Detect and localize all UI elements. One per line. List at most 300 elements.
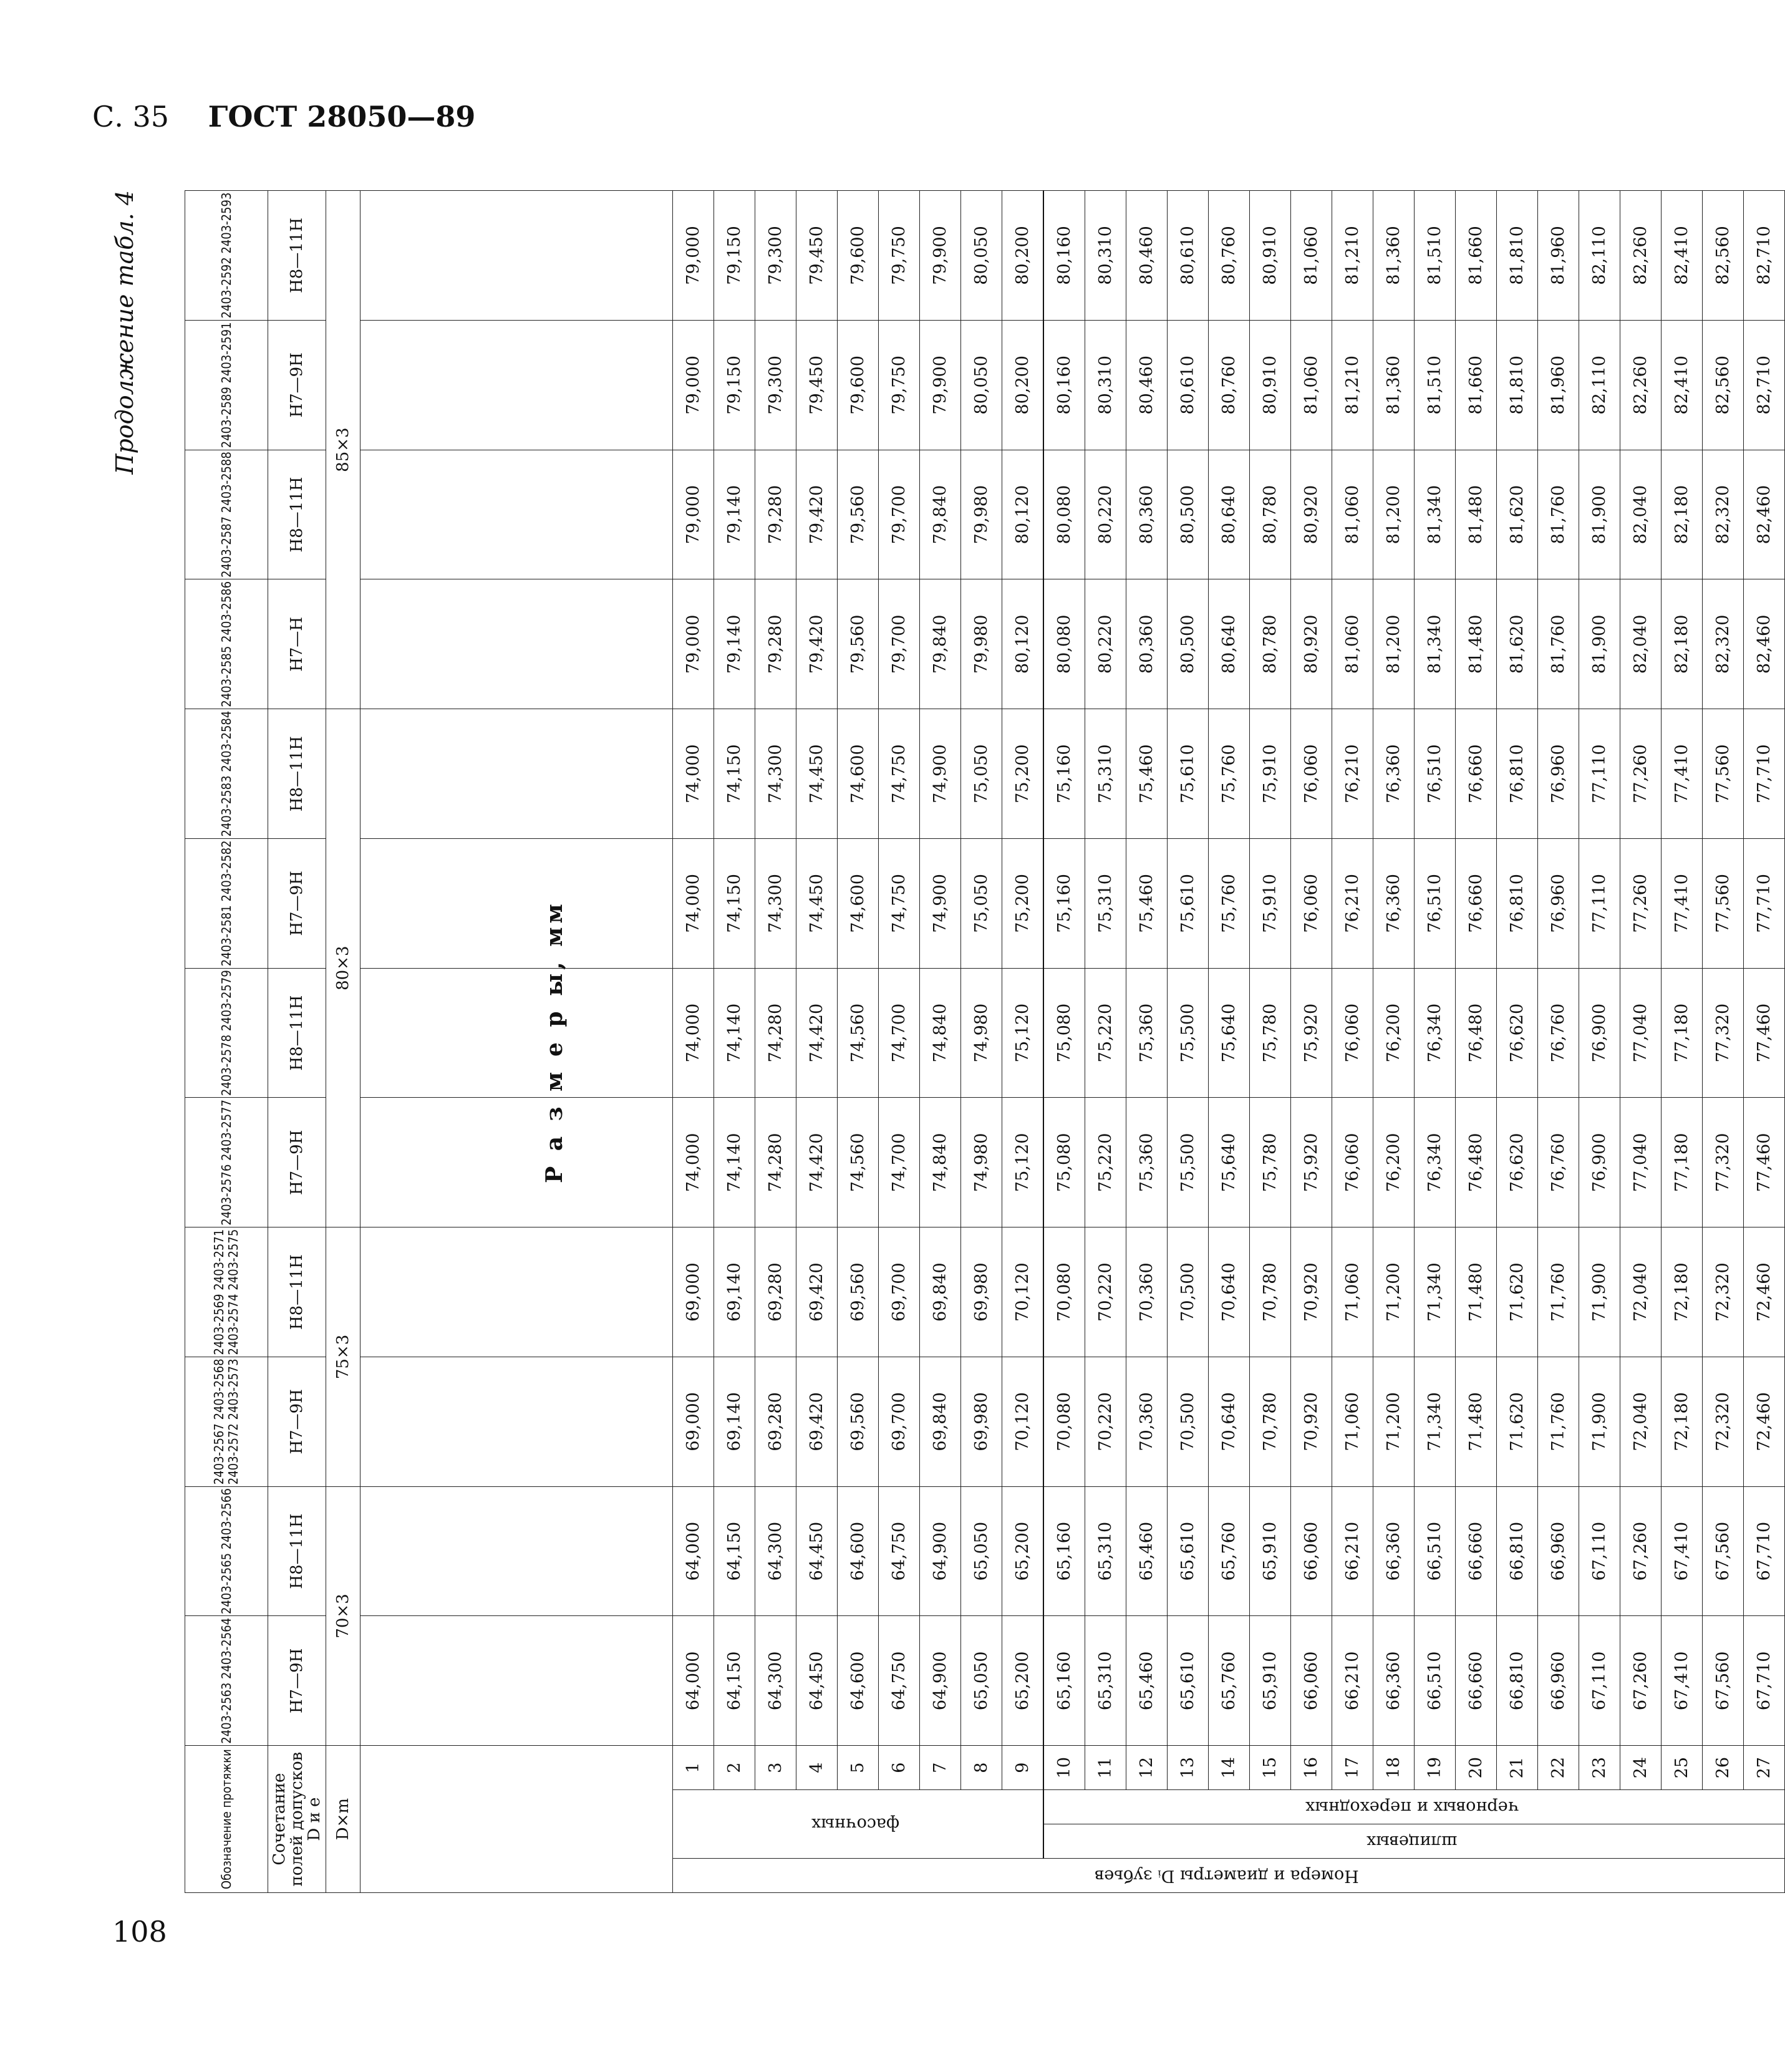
diameter-cell: 76,960 bbox=[1538, 838, 1579, 968]
diameter-cell: 81,760 bbox=[1538, 579, 1579, 709]
table-row bbox=[1662, 191, 1703, 1893]
diameter-cell: 82,710 bbox=[1744, 191, 1785, 321]
diameter-cell: 66,060 bbox=[1291, 1486, 1332, 1616]
diameter-cell: 75,220 bbox=[1085, 968, 1126, 1098]
diameter-cell: 65,760 bbox=[1209, 1616, 1250, 1746]
diameter-cell: 79,600 bbox=[838, 191, 879, 321]
diameter-cell: 81,900 bbox=[1579, 450, 1620, 579]
side-label-fasoch: фасочных bbox=[673, 1790, 1044, 1859]
diameter-cell: 80,220 bbox=[1085, 450, 1126, 579]
diameter-cell: 80,780 bbox=[1250, 450, 1291, 579]
diameter-cell: 70,920 bbox=[1291, 1357, 1332, 1486]
diameter-cell: 82,110 bbox=[1579, 320, 1620, 450]
tolerance-cell: H8—11H bbox=[268, 709, 326, 839]
diameter-cell: 65,460 bbox=[1126, 1486, 1168, 1616]
tolerance-cell: H8—11H bbox=[268, 968, 326, 1098]
diameter-cell: 77,110 bbox=[1579, 838, 1620, 968]
group-header: 85×3 bbox=[326, 191, 360, 709]
diameter-cell: 79,600 bbox=[838, 320, 879, 450]
diameter-cell: 80,760 bbox=[1209, 320, 1250, 450]
diameter-cell: 82,320 bbox=[1703, 579, 1744, 709]
diameter-cell: 65,310 bbox=[1085, 1486, 1126, 1616]
diameter-cell: 74,560 bbox=[838, 968, 879, 1098]
diameter-cell: 80,360 bbox=[1126, 450, 1168, 579]
diameter-cell: 74,420 bbox=[796, 968, 838, 1098]
diameter-cell: 74,450 bbox=[796, 838, 838, 968]
table-row bbox=[714, 191, 755, 1893]
diameter-cell: 79,140 bbox=[714, 450, 755, 579]
diameter-cell: 81,060 bbox=[1291, 320, 1332, 450]
diameter-cell: 69,560 bbox=[838, 1227, 879, 1357]
diameter-cell: 75,610 bbox=[1168, 709, 1209, 839]
diameter-cell: 75,460 bbox=[1126, 709, 1168, 839]
diameter-cell: 74,700 bbox=[879, 1098, 920, 1227]
diameter-cell: 72,320 bbox=[1703, 1227, 1744, 1357]
diameter-cell: 72,460 bbox=[1744, 1357, 1785, 1486]
diameter-cell: 81,200 bbox=[1373, 450, 1415, 579]
diameter-cell: 81,620 bbox=[1497, 579, 1538, 709]
diameter-cell: 74,150 bbox=[714, 838, 755, 968]
diameter-cell: 76,810 bbox=[1497, 709, 1538, 839]
diameter-cell: 81,900 bbox=[1579, 579, 1620, 709]
diameter-cell: 79,750 bbox=[879, 191, 920, 321]
diameter-cell: 75,200 bbox=[1002, 838, 1044, 968]
diameter-cell: 76,060 bbox=[1291, 838, 1332, 968]
diameter-cell: 75,780 bbox=[1250, 1098, 1291, 1227]
diameter-cell: 76,480 bbox=[1456, 968, 1497, 1098]
tooth-number: 21 bbox=[1497, 1746, 1538, 1790]
diameter-cell: 75,160 bbox=[1043, 709, 1085, 839]
tolerance-cell: H8—11H bbox=[268, 191, 326, 321]
diameter-cell: 69,000 bbox=[673, 1227, 714, 1357]
diameter-cell: 80,050 bbox=[961, 320, 1002, 450]
diameter-cell: 75,050 bbox=[961, 709, 1002, 839]
diameter-cell: 70,360 bbox=[1126, 1227, 1168, 1357]
diameter-cell: 80,120 bbox=[1002, 579, 1044, 709]
diameter-cell: 82,040 bbox=[1620, 579, 1662, 709]
diameter-cell: 81,200 bbox=[1373, 579, 1415, 709]
diameter-cell: 76,760 bbox=[1538, 968, 1579, 1098]
diameter-cell: 65,610 bbox=[1168, 1486, 1209, 1616]
diameter-cell: 77,410 bbox=[1662, 838, 1703, 968]
tooth-number: 9 bbox=[1002, 1746, 1044, 1790]
tooth-number: 15 bbox=[1250, 1746, 1291, 1790]
diameter-cell: 72,320 bbox=[1703, 1357, 1744, 1486]
diameter-cell: 71,900 bbox=[1579, 1227, 1620, 1357]
diameter-cell: 82,180 bbox=[1662, 579, 1703, 709]
diameter-cell: 74,300 bbox=[755, 709, 796, 839]
tooth-number: 6 bbox=[879, 1746, 920, 1790]
table-row bbox=[673, 191, 714, 1893]
diameter-cell: 80,050 bbox=[961, 191, 1002, 321]
diameter-cell: 81,060 bbox=[1332, 450, 1373, 579]
diameter-cell: 75,220 bbox=[1085, 1098, 1126, 1227]
diameter-cell: 70,220 bbox=[1085, 1357, 1126, 1486]
diameter-cell: 76,510 bbox=[1415, 838, 1456, 968]
table-row bbox=[879, 191, 920, 1893]
diameter-cell: 80,220 bbox=[1085, 579, 1126, 709]
diameter-cell: 80,910 bbox=[1250, 320, 1291, 450]
continuation-label: Продолжение табл. 4 bbox=[111, 190, 138, 475]
diameter-cell: 76,060 bbox=[1332, 968, 1373, 1098]
table-row bbox=[838, 191, 879, 1893]
diameter-cell: 65,910 bbox=[1250, 1486, 1291, 1616]
diameter-cell: 79,280 bbox=[755, 450, 796, 579]
column-number: 2403-2592 2403-2593 bbox=[185, 191, 268, 321]
diameter-cell: 75,120 bbox=[1002, 968, 1044, 1098]
diameter-cell: 75,160 bbox=[1043, 838, 1085, 968]
diameter-cell: 67,110 bbox=[1579, 1486, 1620, 1616]
tooth-number: 10 bbox=[1043, 1746, 1085, 1790]
diameter-cell: 72,460 bbox=[1744, 1227, 1785, 1357]
diameter-cell: 80,460 bbox=[1126, 191, 1168, 321]
tolerance-cell: H7—9H bbox=[268, 320, 326, 450]
diameter-cell: 82,320 bbox=[1703, 450, 1744, 579]
diameter-cell: 79,420 bbox=[796, 450, 838, 579]
diameter-cell: 82,560 bbox=[1703, 320, 1744, 450]
diameter-cell: 65,160 bbox=[1043, 1616, 1085, 1746]
diameter-cell: 69,420 bbox=[796, 1227, 838, 1357]
diameter-cell: 76,660 bbox=[1456, 838, 1497, 968]
diameter-cell: 81,510 bbox=[1415, 191, 1456, 321]
column-number: 2403-2563 2403-2564 bbox=[185, 1616, 268, 1746]
diameter-cell: 76,620 bbox=[1497, 1098, 1538, 1227]
tolerance-cell: H7—9H bbox=[268, 838, 326, 968]
page-label: С. 35 bbox=[92, 100, 169, 133]
diameter-cell: 74,280 bbox=[755, 968, 796, 1098]
table-row bbox=[961, 191, 1002, 1893]
table-row bbox=[1168, 191, 1209, 1893]
diameter-cell: 77,320 bbox=[1703, 968, 1744, 1098]
diameter-cell: 76,620 bbox=[1497, 968, 1538, 1098]
diameter-cell: 65,200 bbox=[1002, 1486, 1044, 1616]
diameter-cell: 82,410 bbox=[1662, 320, 1703, 450]
diameter-cell: 71,200 bbox=[1373, 1227, 1415, 1357]
diameter-cell: 77,410 bbox=[1662, 709, 1703, 839]
diameter-cell: 81,480 bbox=[1456, 450, 1497, 579]
column-number: 2403-2583 2403-2584 bbox=[185, 709, 268, 839]
tooth-number: 8 bbox=[961, 1746, 1002, 1790]
diameter-cell: 80,640 bbox=[1209, 579, 1250, 709]
diameter-cell: 80,360 bbox=[1126, 579, 1168, 709]
table-row bbox=[1415, 191, 1456, 1893]
diameter-cell: 77,180 bbox=[1662, 1098, 1703, 1227]
diameter-cell: 79,560 bbox=[838, 579, 879, 709]
diameter-cell: 81,620 bbox=[1497, 450, 1538, 579]
diameter-cell: 77,560 bbox=[1703, 709, 1744, 839]
diameter-cell: 74,700 bbox=[879, 968, 920, 1098]
diameter-cell: 69,700 bbox=[879, 1227, 920, 1357]
diameter-cell: 79,420 bbox=[796, 579, 838, 709]
table-row bbox=[1209, 191, 1250, 1893]
diameter-cell: 70,780 bbox=[1250, 1357, 1291, 1486]
tooth-number: 14 bbox=[1209, 1746, 1250, 1790]
diameter-cell: 79,150 bbox=[714, 320, 755, 450]
diameter-cell: 80,500 bbox=[1168, 450, 1209, 579]
diameter-cell: 81,660 bbox=[1456, 191, 1497, 321]
diameter-cell: 65,200 bbox=[1002, 1616, 1044, 1746]
tooth-number: 26 bbox=[1703, 1746, 1744, 1790]
diameter-cell: 79,980 bbox=[961, 450, 1002, 579]
diameter-cell: 74,000 bbox=[673, 968, 714, 1098]
diameter-cell: 75,780 bbox=[1250, 968, 1291, 1098]
diameter-cell: 67,560 bbox=[1703, 1486, 1744, 1616]
table-row bbox=[1497, 191, 1538, 1893]
diameter-cell: 67,410 bbox=[1662, 1616, 1703, 1746]
tooth-number: 5 bbox=[838, 1746, 879, 1790]
diameter-cell: 75,080 bbox=[1043, 1098, 1085, 1227]
tooth-number: 27 bbox=[1744, 1746, 1785, 1790]
tooth-number: 22 bbox=[1538, 1746, 1579, 1790]
table-row bbox=[1291, 191, 1332, 1893]
diameter-cell: 79,840 bbox=[920, 450, 961, 579]
table-row bbox=[796, 191, 838, 1893]
diameter-cell: 72,180 bbox=[1662, 1227, 1703, 1357]
column-number: 2403-2581 2403-2582 bbox=[185, 838, 268, 968]
diameter-cell: 75,500 bbox=[1168, 968, 1209, 1098]
diameter-cell: 69,980 bbox=[961, 1227, 1002, 1357]
diameter-cell: 71,200 bbox=[1373, 1357, 1415, 1486]
diameter-cell: 66,960 bbox=[1538, 1616, 1579, 1746]
diameter-cell: 80,200 bbox=[1002, 320, 1044, 450]
diameter-cell: 82,260 bbox=[1620, 191, 1662, 321]
table-row bbox=[1332, 191, 1373, 1893]
column-number: 2403-2585 2403-2586 bbox=[185, 579, 268, 709]
diameter-cell: 70,500 bbox=[1168, 1227, 1209, 1357]
diameter-cell: 76,960 bbox=[1538, 709, 1579, 839]
tooth-number: 25 bbox=[1662, 1746, 1703, 1790]
diameter-cell: 76,200 bbox=[1373, 968, 1415, 1098]
diameter-cell: 79,980 bbox=[961, 579, 1002, 709]
side-label-chern: черновых и переходных bbox=[1043, 1790, 1785, 1824]
tooth-number: 19 bbox=[1415, 1746, 1456, 1790]
diameter-cell: 76,340 bbox=[1415, 968, 1456, 1098]
diameter-cell: 80,610 bbox=[1168, 191, 1209, 321]
diameter-cell: 80,080 bbox=[1043, 450, 1085, 579]
diameter-cell: 69,560 bbox=[838, 1357, 879, 1486]
diameter-cell: 64,450 bbox=[796, 1616, 838, 1746]
diameter-cell: 77,260 bbox=[1620, 709, 1662, 839]
diameter-cell: 82,460 bbox=[1744, 450, 1785, 579]
diameter-cell: 71,060 bbox=[1332, 1227, 1373, 1357]
diameter-cell: 66,360 bbox=[1373, 1486, 1415, 1616]
diameter-cell: 77,560 bbox=[1703, 838, 1744, 968]
diameter-cell: 70,120 bbox=[1002, 1227, 1044, 1357]
column-number: 2403-2569 2403-2571 2403-2574 2403-2575 bbox=[185, 1227, 268, 1357]
diameter-cell: 69,700 bbox=[879, 1357, 920, 1486]
page-header bbox=[92, 100, 475, 133]
diameter-cell: 65,050 bbox=[961, 1616, 1002, 1746]
diameter-cell: 75,310 bbox=[1085, 709, 1126, 839]
diameter-cell: 70,780 bbox=[1250, 1227, 1291, 1357]
diameter-cell: 75,760 bbox=[1209, 709, 1250, 839]
table-row bbox=[1250, 191, 1291, 1893]
diameter-cell: 82,710 bbox=[1744, 320, 1785, 450]
diameter-cell: 75,920 bbox=[1291, 1098, 1332, 1227]
diameter-cell: 81,340 bbox=[1415, 450, 1456, 579]
diameter-cell: 82,410 bbox=[1662, 191, 1703, 321]
diameter-cell: 64,600 bbox=[838, 1616, 879, 1746]
tolerance-cell: H7—9H bbox=[268, 1616, 326, 1746]
diameter-cell: 71,620 bbox=[1497, 1227, 1538, 1357]
diameter-cell: 65,610 bbox=[1168, 1616, 1209, 1746]
diameter-cell: 81,210 bbox=[1332, 191, 1373, 321]
diameter-cell: 72,180 bbox=[1662, 1357, 1703, 1486]
diameter-cell: 67,710 bbox=[1744, 1486, 1785, 1616]
designation-header: Обозначение протяжки bbox=[185, 1746, 268, 1893]
diameter-cell: 79,560 bbox=[838, 450, 879, 579]
diameter-cell: 79,150 bbox=[714, 191, 755, 321]
diameter-cell: 74,000 bbox=[673, 1098, 714, 1227]
diameter-cell: 76,510 bbox=[1415, 709, 1456, 839]
diameter-cell: 64,300 bbox=[755, 1486, 796, 1616]
table-row bbox=[1126, 191, 1168, 1893]
diameter-cell: 71,340 bbox=[1415, 1227, 1456, 1357]
diameter-cell: 69,980 bbox=[961, 1357, 1002, 1486]
diameter-cell: 82,560 bbox=[1703, 191, 1744, 321]
diameter-cell: 81,360 bbox=[1373, 320, 1415, 450]
diameter-cell: 80,500 bbox=[1168, 579, 1209, 709]
table-row bbox=[1043, 191, 1085, 1893]
diameter-cell: 80,120 bbox=[1002, 450, 1044, 579]
diameter-cell: 65,160 bbox=[1043, 1486, 1085, 1616]
diameter-cell: 82,180 bbox=[1662, 450, 1703, 579]
diameter-cell: 75,610 bbox=[1168, 838, 1209, 968]
diameter-cell: 80,200 bbox=[1002, 191, 1044, 321]
diameter-cell: 66,510 bbox=[1415, 1486, 1456, 1616]
diameter-cell: 80,910 bbox=[1250, 191, 1291, 321]
diameter-cell: 74,000 bbox=[673, 838, 714, 968]
diameter-cell: 77,040 bbox=[1620, 1098, 1662, 1227]
column-number: 2403-2576 2403-2577 bbox=[185, 1098, 268, 1227]
table-row bbox=[1085, 191, 1126, 1893]
diameter-cell: 74,750 bbox=[879, 838, 920, 968]
diameter-cell: 75,760 bbox=[1209, 838, 1250, 968]
tooth-number: 17 bbox=[1332, 1746, 1373, 1790]
diameter-cell: 74,280 bbox=[755, 1098, 796, 1227]
diameter-cell: 80,080 bbox=[1043, 579, 1085, 709]
diameter-cell: 66,810 bbox=[1497, 1486, 1538, 1616]
diameter-cell: 79,750 bbox=[879, 320, 920, 450]
diameter-cell: 81,060 bbox=[1291, 191, 1332, 321]
diameter-cell: 69,000 bbox=[673, 1357, 714, 1486]
diameter-cell: 66,810 bbox=[1497, 1616, 1538, 1746]
diameter-cell: 76,660 bbox=[1456, 709, 1497, 839]
table-row bbox=[755, 191, 796, 1893]
diameter-cell: 74,900 bbox=[920, 709, 961, 839]
diameter-cell: 70,360 bbox=[1126, 1357, 1168, 1486]
diameter-cell: 74,840 bbox=[920, 968, 961, 1098]
table-row bbox=[1579, 191, 1620, 1893]
diameter-cell: 65,760 bbox=[1209, 1486, 1250, 1616]
diameter-cell: 71,900 bbox=[1579, 1357, 1620, 1486]
tooth-number: 3 bbox=[755, 1746, 796, 1790]
tooth-number: 18 bbox=[1373, 1746, 1415, 1790]
diameter-cell: 69,140 bbox=[714, 1227, 755, 1357]
diameter-cell: 80,640 bbox=[1209, 450, 1250, 579]
diameter-cell: 71,340 bbox=[1415, 1357, 1456, 1486]
diameter-cell: 82,460 bbox=[1744, 579, 1785, 709]
table-body bbox=[673, 191, 1785, 1893]
table-row bbox=[920, 191, 961, 1893]
dxm-header: D×m bbox=[326, 1746, 360, 1893]
diameter-cell: 77,710 bbox=[1744, 709, 1785, 839]
tooth-number: 4 bbox=[796, 1746, 838, 1790]
diameter-cell: 66,210 bbox=[1332, 1486, 1373, 1616]
tolerance-cell: H7—H bbox=[268, 579, 326, 709]
diameter-cell: 79,300 bbox=[755, 320, 796, 450]
tolerance-cell: H8—11H bbox=[268, 1486, 326, 1616]
diameter-cell: 75,910 bbox=[1250, 709, 1291, 839]
diameter-cell: 79,000 bbox=[673, 320, 714, 450]
dxm-row bbox=[326, 191, 360, 1893]
diameter-cell: 65,050 bbox=[961, 1486, 1002, 1616]
tooth-number: 7 bbox=[920, 1746, 961, 1790]
diameter-cell: 79,300 bbox=[755, 191, 796, 321]
column-number: 2403-2589 2403-2591 bbox=[185, 320, 268, 450]
diameter-cell: 64,750 bbox=[879, 1486, 920, 1616]
diameter-cell: 77,710 bbox=[1744, 838, 1785, 968]
diameter-cell: 70,220 bbox=[1085, 1227, 1126, 1357]
diameter-cell: 75,500 bbox=[1168, 1098, 1209, 1227]
diameter-cell: 81,810 bbox=[1497, 320, 1538, 450]
diameter-cell: 66,210 bbox=[1332, 1616, 1373, 1746]
diameter-cell: 69,140 bbox=[714, 1357, 755, 1486]
diameter-cell: 64,900 bbox=[920, 1486, 961, 1616]
document-code: ГОСТ 28050—89 bbox=[208, 100, 476, 133]
diameter-cell: 64,150 bbox=[714, 1616, 755, 1746]
diameter-cell: 67,410 bbox=[1662, 1486, 1703, 1616]
diameter-cell: 64,900 bbox=[920, 1616, 961, 1746]
diameter-cell: 79,000 bbox=[673, 450, 714, 579]
diameter-cell: 77,040 bbox=[1620, 968, 1662, 1098]
diameter-cell: 76,210 bbox=[1332, 709, 1373, 839]
diameter-cell: 64,450 bbox=[796, 1486, 838, 1616]
diameter-cell: 79,700 bbox=[879, 579, 920, 709]
table-row bbox=[1456, 191, 1497, 1893]
diameter-cell: 79,140 bbox=[714, 579, 755, 709]
diameter-cell: 76,340 bbox=[1415, 1098, 1456, 1227]
diameter-cell: 71,480 bbox=[1456, 1227, 1497, 1357]
diameter-cell: 76,760 bbox=[1538, 1098, 1579, 1227]
diameter-cell: 81,480 bbox=[1456, 579, 1497, 709]
diameter-cell: 70,120 bbox=[1002, 1357, 1044, 1486]
diameter-cell: 64,000 bbox=[673, 1486, 714, 1616]
diameter-cell: 76,810 bbox=[1497, 838, 1538, 968]
table-row bbox=[1620, 191, 1662, 1893]
diameter-cell: 74,980 bbox=[961, 968, 1002, 1098]
tooth-number: 2 bbox=[714, 1746, 755, 1790]
diameter-cell: 71,620 bbox=[1497, 1357, 1538, 1486]
diameter-cell: 77,260 bbox=[1620, 838, 1662, 968]
diameter-cell: 66,060 bbox=[1291, 1616, 1332, 1746]
diameter-cell: 76,360 bbox=[1373, 709, 1415, 839]
sizes-title: Р а з м е р ы, мм bbox=[541, 900, 568, 1183]
diameter-cell: 82,110 bbox=[1579, 191, 1620, 321]
diameter-cell: 74,150 bbox=[714, 709, 755, 839]
column-number: 2403-2587 2403-2588 bbox=[185, 450, 268, 579]
diameter-cell: 81,760 bbox=[1538, 450, 1579, 579]
diameter-cell: 71,760 bbox=[1538, 1357, 1579, 1486]
diameter-cell: 80,460 bbox=[1126, 320, 1168, 450]
diameter-cell: 76,360 bbox=[1373, 838, 1415, 968]
group-header: 80×3 bbox=[326, 709, 360, 1227]
diameter-cell: 75,050 bbox=[961, 838, 1002, 968]
diameter-cell: 80,310 bbox=[1085, 320, 1126, 450]
diameter-cell: 81,360 bbox=[1373, 191, 1415, 321]
diameter-cell: 75,910 bbox=[1250, 838, 1291, 968]
tooth-number: 24 bbox=[1620, 1746, 1662, 1790]
